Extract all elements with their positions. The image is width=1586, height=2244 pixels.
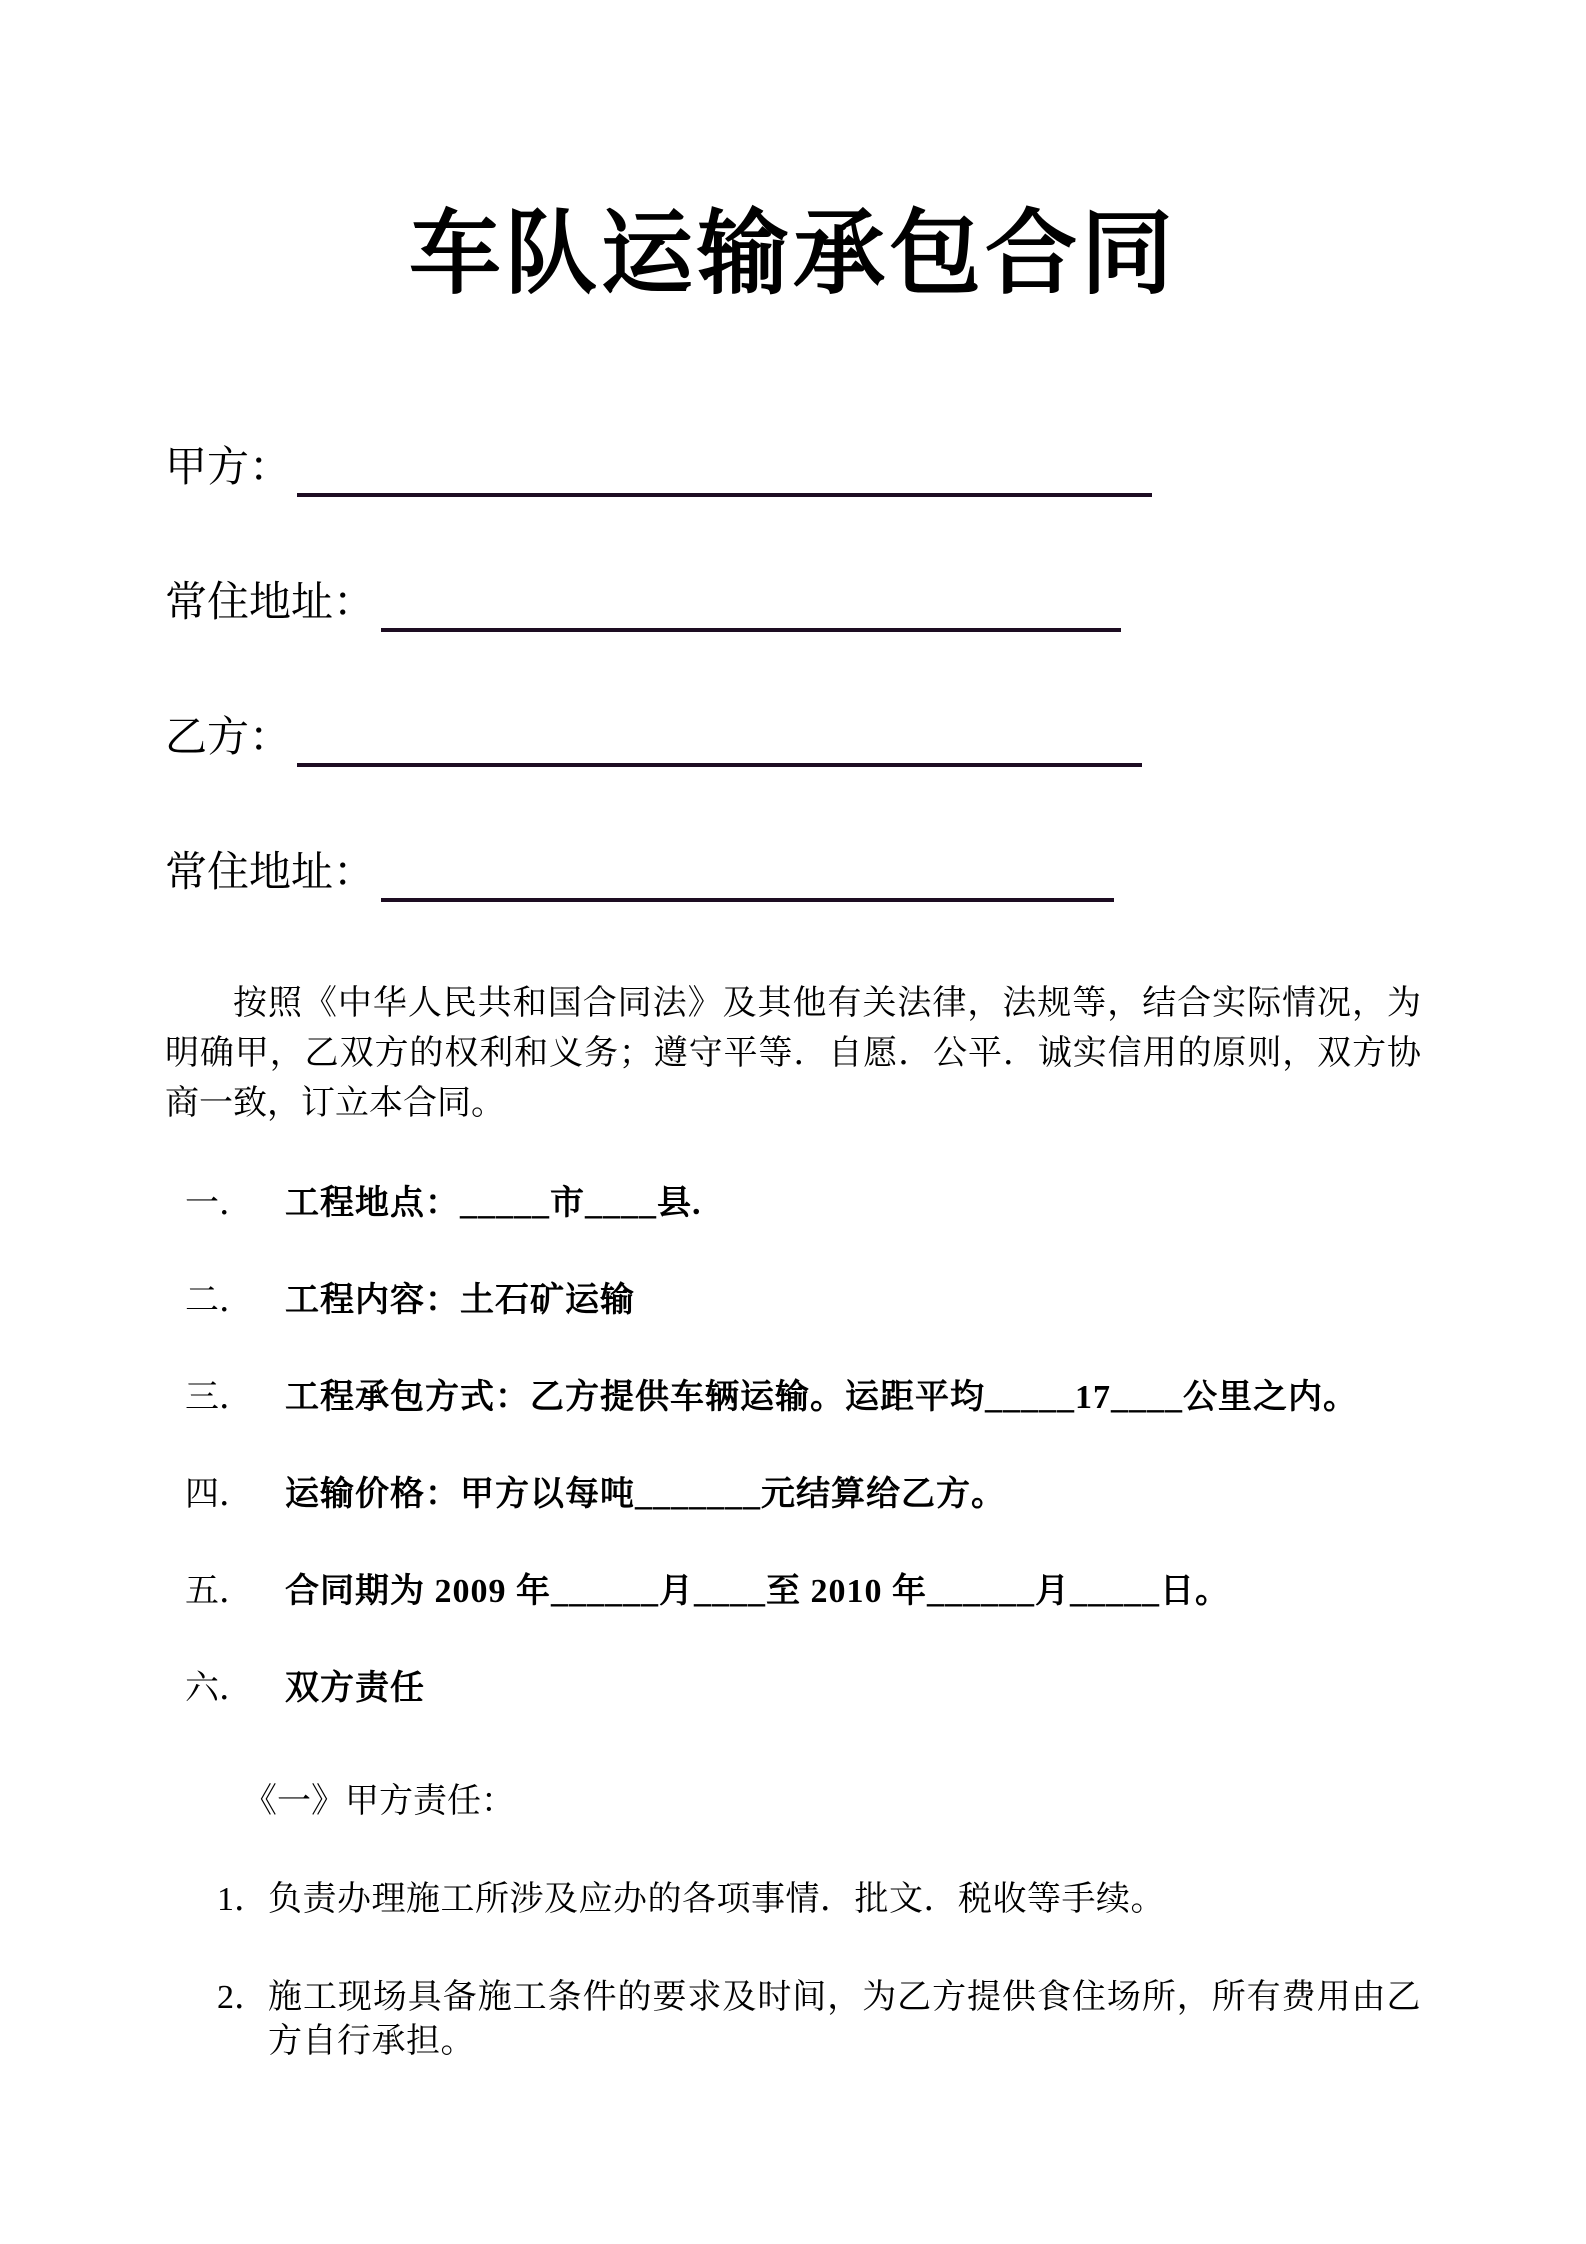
responsibility-item-2-number: 2．: [217, 1978, 268, 2016]
clause-2-project-content: [165, 1279, 1421, 1323]
clause-6-text: 双方责任: [285, 1669, 425, 1707]
responsibility-item-2: [217, 1976, 1421, 2064]
clause-1-number: 一．: [185, 1184, 253, 1222]
party-b-row: [165, 709, 1421, 767]
party-a-address-blank-line[interactable]: [381, 622, 1121, 632]
clause-6-number: 六．: [185, 1669, 253, 1707]
clause-3-number: 三．: [185, 1378, 253, 1416]
clauses-list: [165, 1182, 1421, 1711]
parties-section: [165, 439, 1421, 902]
clause-5-contract-period: [165, 1570, 1421, 1614]
responsibility-item-2-text: 施工现场具备施工条件的要求及时间，为乙方提供食住场所，所有费用由乙方自行承担。: [268, 1978, 1421, 2060]
party-a-blank-line[interactable]: [297, 487, 1152, 497]
party-b-address-label: 常住地址：: [165, 849, 376, 896]
responsibility-item-1-number: 1．: [217, 1880, 268, 1918]
clause-3-text: 工程承包方式：乙方提供车辆运输。运距平均_____17____公里之内。: [285, 1378, 1358, 1416]
clause-1-text: 工程地点：_____市____县.: [285, 1184, 702, 1222]
clause-4-transport-price: [165, 1473, 1421, 1517]
party-b-address-row: [165, 844, 1421, 902]
clause-1-project-location: [165, 1182, 1421, 1226]
party-a-row: [165, 439, 1421, 497]
party-b-address-blank-line[interactable]: [381, 892, 1114, 902]
responsibility-item-1: [217, 1878, 1421, 1922]
clause-2-number: 二．: [185, 1281, 253, 1319]
clause-5-text: 合同期为 2009 年______月____至 2010 年______月_____日。: [285, 1572, 1230, 1610]
responsibility-item-1-text: 负责办理施工所涉及应办的各项事情．批文．税收等手续。: [268, 1880, 1165, 1918]
party-a-responsibility-list: [165, 1878, 1421, 2064]
document-title: 车队运输承包合同: [408, 203, 1177, 305]
party-a-responsibility-heading: 《一》甲方责任：: [243, 1782, 515, 1820]
clause-2-text: 工程内容：土石矿运输: [285, 1281, 635, 1319]
clause-3-contracting-method: [165, 1376, 1421, 1420]
clause-4-number: 四．: [185, 1475, 253, 1513]
party-b-blank-line[interactable]: [297, 757, 1142, 767]
party-b-label: 乙方：: [165, 714, 292, 761]
clause-5-number: 五．: [185, 1572, 253, 1610]
clause-4-text: 运输价格：甲方以每吨_______元结算给乙方。: [285, 1475, 1006, 1513]
party-a-address-row: [165, 574, 1421, 632]
intro-paragraph: 按照《中华人民共和国合同法》及其他有关法律，法规等，结合实际情况，为明确甲，乙双方的权利和义务；遵守平等．自愿．公平．诚实信用的原则，双方协商一致，订立本合同。: [165, 984, 1421, 1122]
party-a-address-label: 常住地址：: [165, 579, 376, 626]
party-a-label: 甲方：: [165, 444, 292, 491]
clause-6-responsibilities: [165, 1667, 1421, 1711]
